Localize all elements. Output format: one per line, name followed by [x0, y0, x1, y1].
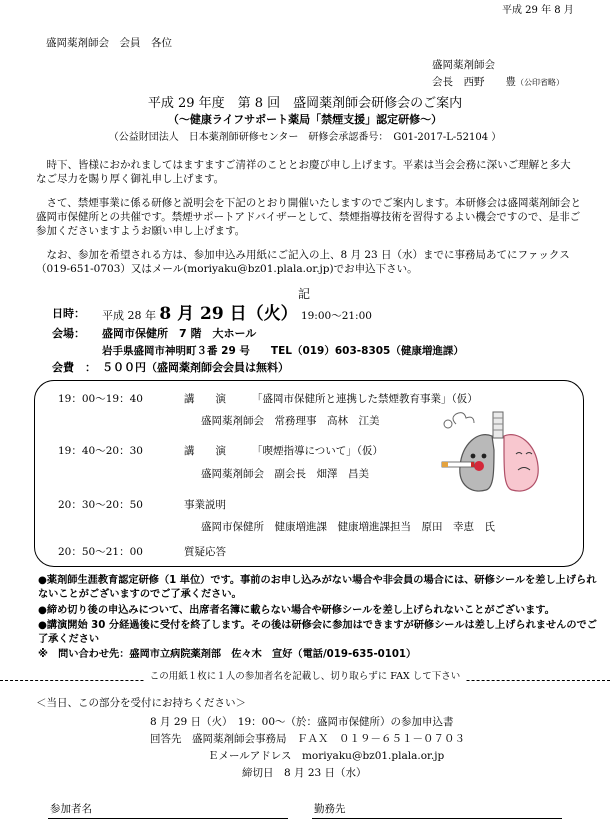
form-header: ＜当日、この部分を受付にお持ちください＞ — [36, 697, 246, 709]
fee-label: 会費 ： — [52, 361, 96, 374]
form-line-deadline: 締切日 8 月 23 日（水） — [242, 767, 367, 779]
program-time: 19：00〜19：40 — [58, 393, 143, 405]
sender-org: 盛岡薬剤師会 — [432, 59, 495, 71]
workplace-label: 勤務先 — [314, 803, 346, 815]
note-item: ●講演開始 30 分経過後に受付を終了します。その後は研修会に参加はできますが研修シールは差し上げられませんのでご了承ください — [38, 620, 597, 645]
venue-label: 会場： — [52, 327, 85, 340]
program-topic: 「盛岡市保健所と連携した禁煙教育事業」（仮） — [252, 393, 478, 405]
page-title: 平成 29 年度 第 8 回 盛岡薬剤師会研修会のご案内 — [147, 96, 463, 111]
program-kind: 講 演 — [184, 393, 226, 405]
program-speaker: 盛岡薬剤師会 副会長 畑澤 昌美 — [201, 468, 369, 480]
application-paragraph: なお、参加を希望される方は、参加申込み用紙にご記入の上、8 月 23 日（水）までに事務局あてにファックス（019-651-0703）又はメール(moriyaku@bz01.plala.or.jp)でお申込下さい。 — [36, 249, 570, 276]
inquiry-contact: ※ 問い合わせ先：盛岡市立病院薬剤部 佐々木 宣好（電話/019-635-0101） — [38, 649, 417, 660]
program-time: 20：50〜21：00 — [58, 546, 143, 558]
fee-value: ５００円（盛岡薬剤師会会員は無料） — [102, 361, 289, 374]
datetime-value: 平成 28 年 8 月 29 日（火） 19:00〜21:00 — [102, 304, 372, 324]
participant-name-label: 参加者名 — [50, 803, 92, 815]
venue-line1: 盛岡市保健所 7 階 大ホール — [102, 327, 257, 340]
issue-date: 平成 29 年 8 月 — [502, 5, 574, 16]
program-kind: 講 演 — [184, 445, 226, 457]
note-item: ●薬剤師生涯教育認定研修（1 単位）です。事前のお申し込みがない場合や非会員の場合には、研修シールを差し上げられないことがございますのでご了承ください。 — [38, 575, 597, 600]
recipient: 盛岡薬剤師会 会員 各位 — [46, 37, 172, 49]
page-subtitle: （〜健康ライフサポート薬局「禁煙支援」認定研修〜） — [167, 113, 443, 126]
venue-line2: 岩手県盛岡市神明町３番 29 号 TEL（019）603-8305（健康増進課） — [102, 345, 464, 357]
program-time: 20：30〜20：50 — [58, 499, 143, 511]
participant-name-line[interactable] — [48, 818, 288, 819]
seal-note: （公印省略） — [516, 78, 564, 87]
program-kind: 事業説明 — [184, 499, 226, 511]
program-speaker: 盛岡薬剤師会 常務理事 高林 江美 — [201, 415, 380, 427]
lungs-illustration-icon — [438, 410, 558, 496]
form-line-email: Ｅメールアドレス moriyaku@bz01.plala.or.jp — [208, 750, 445, 762]
form-line-event: 8 月 29 日（火） 19：00〜（於：盛岡市保健所）の参加申込書 — [150, 716, 454, 728]
sender-person: 会長 西野 豊（公印省略） — [432, 76, 564, 88]
workplace-line[interactable] — [312, 818, 562, 819]
announcement-paragraph: さて、禁煙事業に係る研修と説明会を下記のとおり開催いたしますのでご案内します。本研修会は盛岡薬剤師会と盛岡市保健所との共催です。禁煙サポートアドバイザーとして、禁煙指導技術を習得するよい機会ですので、是非ご参加くださいますようお願い申し上げます。 — [36, 197, 581, 238]
note-item: ●締め切り後の申込みについて、出席者名簿に載らない場合や研修シールを差し上げられないことがございます。 — [38, 605, 555, 616]
program-topic: 「喫煙指導について」（仮） — [252, 445, 384, 457]
greeting-paragraph: 時下、皆様におかれましてはますますご清祥のこととお慶び申し上げます。平素は当会会務に深いご理解と多大なご尽力を賜り厚く御礼申し上げます。 — [36, 159, 571, 186]
cut-instruction: この用紙１枚に１人の参加者名を記載し、切り取らずに FAX して下さい — [0, 671, 610, 684]
form-line-reply: 回答先 盛岡薬剤師会事務局 ＦＡＸ ０１９－６５１－０７０３ — [150, 733, 465, 745]
program-time: 19：40〜20：30 — [58, 445, 143, 457]
program-speaker: 盛岡市保健所 健康増進課 健康増進課担当 原田 幸恵 氏 — [201, 521, 495, 533]
datetime-label: 日時： — [52, 307, 85, 320]
ki-mark: 記 — [298, 287, 311, 301]
program-kind: 質疑応答 — [184, 546, 226, 558]
certification-number: （公益財団法人 日本薬剤師研修センター 研修会承認番号： G01-2017-L-52104 ） — [108, 132, 502, 143]
